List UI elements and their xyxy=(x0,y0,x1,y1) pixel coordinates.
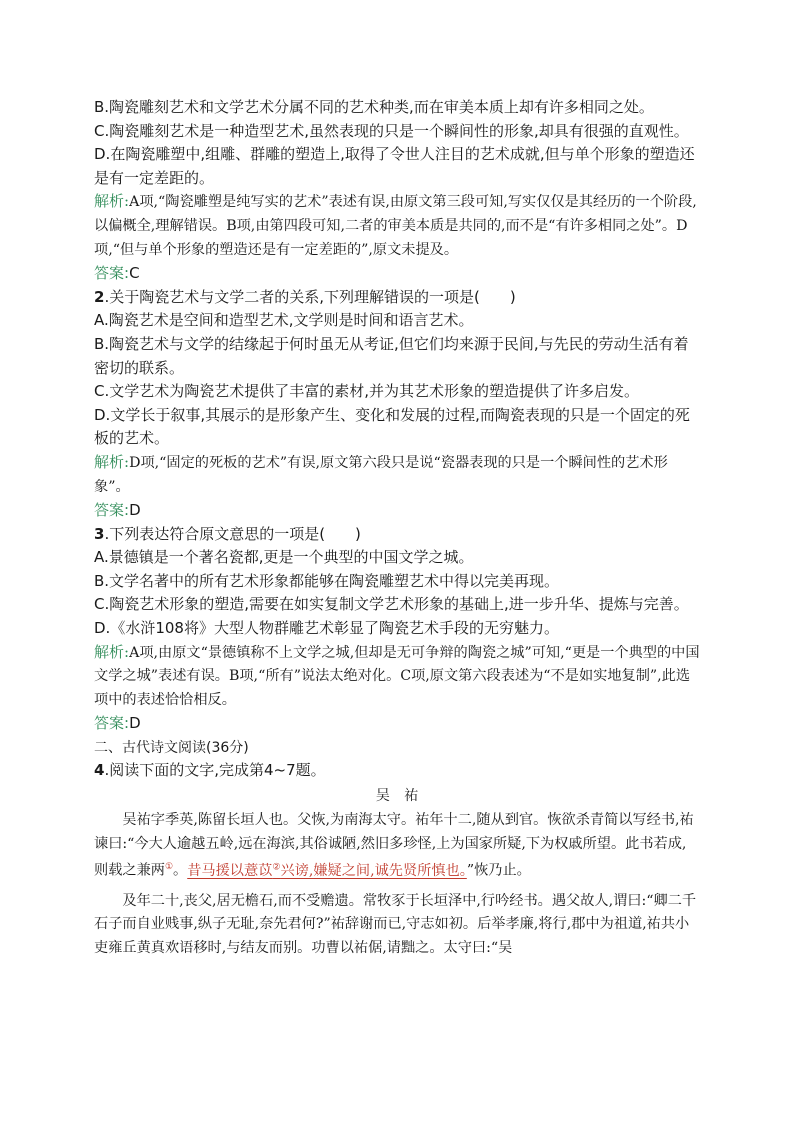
q3-option-b: B.文学名著中的所有艺术形象都能够在陶瓷雕塑艺术中得以完美再现。 xyxy=(94,571,560,590)
footnote-marker-1: ① xyxy=(164,862,174,873)
label-colon: : xyxy=(124,714,130,733)
q3-analysis xyxy=(94,641,700,713)
analysis-label: 解析 xyxy=(94,642,125,661)
q3-stem xyxy=(94,523,700,547)
q1-answer-value: C xyxy=(129,264,140,283)
q1-analysis xyxy=(94,190,700,262)
underlined-text-b: 兴谤,嫌疑之间,诚先贤所慎也。 xyxy=(280,863,467,880)
q3-stem-text: .下列表达符合原文意思的一项是( ) xyxy=(104,524,361,543)
para1-text-a: 吴祐字季英,陈留长垣人也。父恢,为南海太守。祐年十二,随从到官。恢欲杀青简以写经书,祐谏曰:“今大人逾越五岭,远在海滨,其俗诚陋,然旧多珍怪,上为国家所疑,下为权戚所望。此书若成,则载之兼两 xyxy=(94,812,694,880)
answer-label: 答案 xyxy=(94,501,125,520)
q3-option-d: D.《水浒108将》大型人物群雕艺术彰显了陶瓷艺术手段的无穷魅力。 xyxy=(94,619,559,638)
q1-analysis-text: A项,“陶瓷雕塑是纯写实的艺术”表述有误,由原文第三段可知,写实仅仅是其经历的一个阶段,以偏概全,理解错误。B项,由第四段可知,二者的审美本质是共同的,而不是“有许多相同之处”。D项,“但与单个形象的塑造还是有一定差距的”,原文未提及。 xyxy=(94,194,697,258)
q2-stem xyxy=(94,286,700,310)
label-colon: : xyxy=(124,501,130,520)
q4-number: 4 xyxy=(94,761,105,780)
q2-answer-value: D xyxy=(129,501,141,520)
q2-stem-text: .关于陶瓷艺术与文学二者的关系,下列理解错误的一项是( ) xyxy=(104,287,516,306)
q1-answer xyxy=(94,262,700,286)
q3-option-c: C.陶瓷艺术形象的塑造,需要在如实复制文学艺术形象的基础上,进一步升华、提炼与完善。 xyxy=(94,595,689,614)
q1-option-b: B.陶瓷雕刻艺术和文学艺术分属不同的艺术种类,而在审美本质上却有许多相同之处。 xyxy=(94,98,654,116)
label-colon: : xyxy=(124,452,130,471)
q2-answer xyxy=(94,499,700,523)
q2-option-a: A.陶瓷艺术是空间和造型艺术,文学则是时间和语言艺术。 xyxy=(94,311,474,330)
document-content xyxy=(94,96,700,961)
analysis-label: 解析 xyxy=(94,192,125,211)
q3-answer xyxy=(94,712,700,736)
footnote-marker-2: ② xyxy=(272,862,281,873)
passage-paragraph-2: 及年二十,丧父,居无檐石,而不受赡遗。常牧豕于长垣泽中,行吟经书。遇父故人,谓曰:“卿二千石子而自业贱事,纵子无耻,奈先君何?”祐辞谢而已,守志如初。后举孝廉,将行,郡中为祖道,祐共小吏雍丘黄真欢语移时,与结友而别。功曹以祐倨,请黜之。太守曰:“吴 xyxy=(94,892,697,956)
q2-analysis-text: D项,“固定的死板的艺术”有误,原文第六段只是说“瓷器表现的只是一个瞬间性的艺术形象”。 xyxy=(94,454,668,495)
q2-option-d: D.文学长于叙事,其展示的是形象产生、变化和发展的过程,而陶瓷表现的只是一个固定的死板的艺术。 xyxy=(94,405,690,448)
q1-option-d: D.在陶瓷雕塑中,组雕、群雕的塑造上,取得了令世人注目的艺术成就,但与单个形象的塑造还是有一定差距的。 xyxy=(94,145,695,187)
q4-stem xyxy=(94,759,700,783)
q3-option-a: A.景德镇是一个著名瓷都,更是一个典型的中国文学之城。 xyxy=(94,548,474,567)
para1-text-end: ”恢乃止。 xyxy=(466,863,531,880)
q1-option-c: C.陶瓷雕刻艺术是一种造型艺术,虽然表现的只是一个瞬间性的形象,却具有很强的直观性。 xyxy=(94,121,689,140)
underlined-text-a: 昔马援以薏苡 xyxy=(187,863,273,880)
q2-analysis xyxy=(94,451,700,499)
q3-analysis-text: A项,由原文“景德镇称不上文学之城,但却是无可争辩的陶瓷之城”可知,“更是一个典型的中国文学之城”表述有误。B项,“所有”说法太绝对化。C项,原文第六段表述为“不是如实地复制”,此选项中的表述恰恰相反。 xyxy=(94,644,700,708)
underlined-sentence xyxy=(187,863,467,879)
q2-option-c: C.文学艺术为陶瓷艺术提供了丰富的素材,并为其艺术形象的塑造提供了许多启发。 xyxy=(94,382,640,401)
label-colon: : xyxy=(124,264,130,283)
section-heading: 二、古代诗文阅读(36分) xyxy=(94,740,249,757)
answer-label: 答案 xyxy=(94,264,125,283)
q3-answer-value: D xyxy=(129,714,141,733)
passage-paragraph-1 xyxy=(94,809,700,884)
q4-stem-text: .阅读下面的文字,完成第4~7题。 xyxy=(104,761,326,780)
q3-number: 3 xyxy=(94,524,105,543)
label-colon: : xyxy=(124,642,130,661)
label-colon: : xyxy=(124,192,130,211)
analysis-label: 解析 xyxy=(94,452,125,471)
passage-title: 吴 祐 xyxy=(375,787,419,804)
para1-text-mid: 。 xyxy=(173,863,188,880)
answer-label: 答案 xyxy=(94,714,125,733)
q2-option-b: B.陶瓷艺术与文学的结缘起于何时虽无从考证,但它们均来源于民间,与先民的劳动生活有着密切的联系。 xyxy=(94,334,689,377)
q2-number: 2 xyxy=(94,287,105,306)
